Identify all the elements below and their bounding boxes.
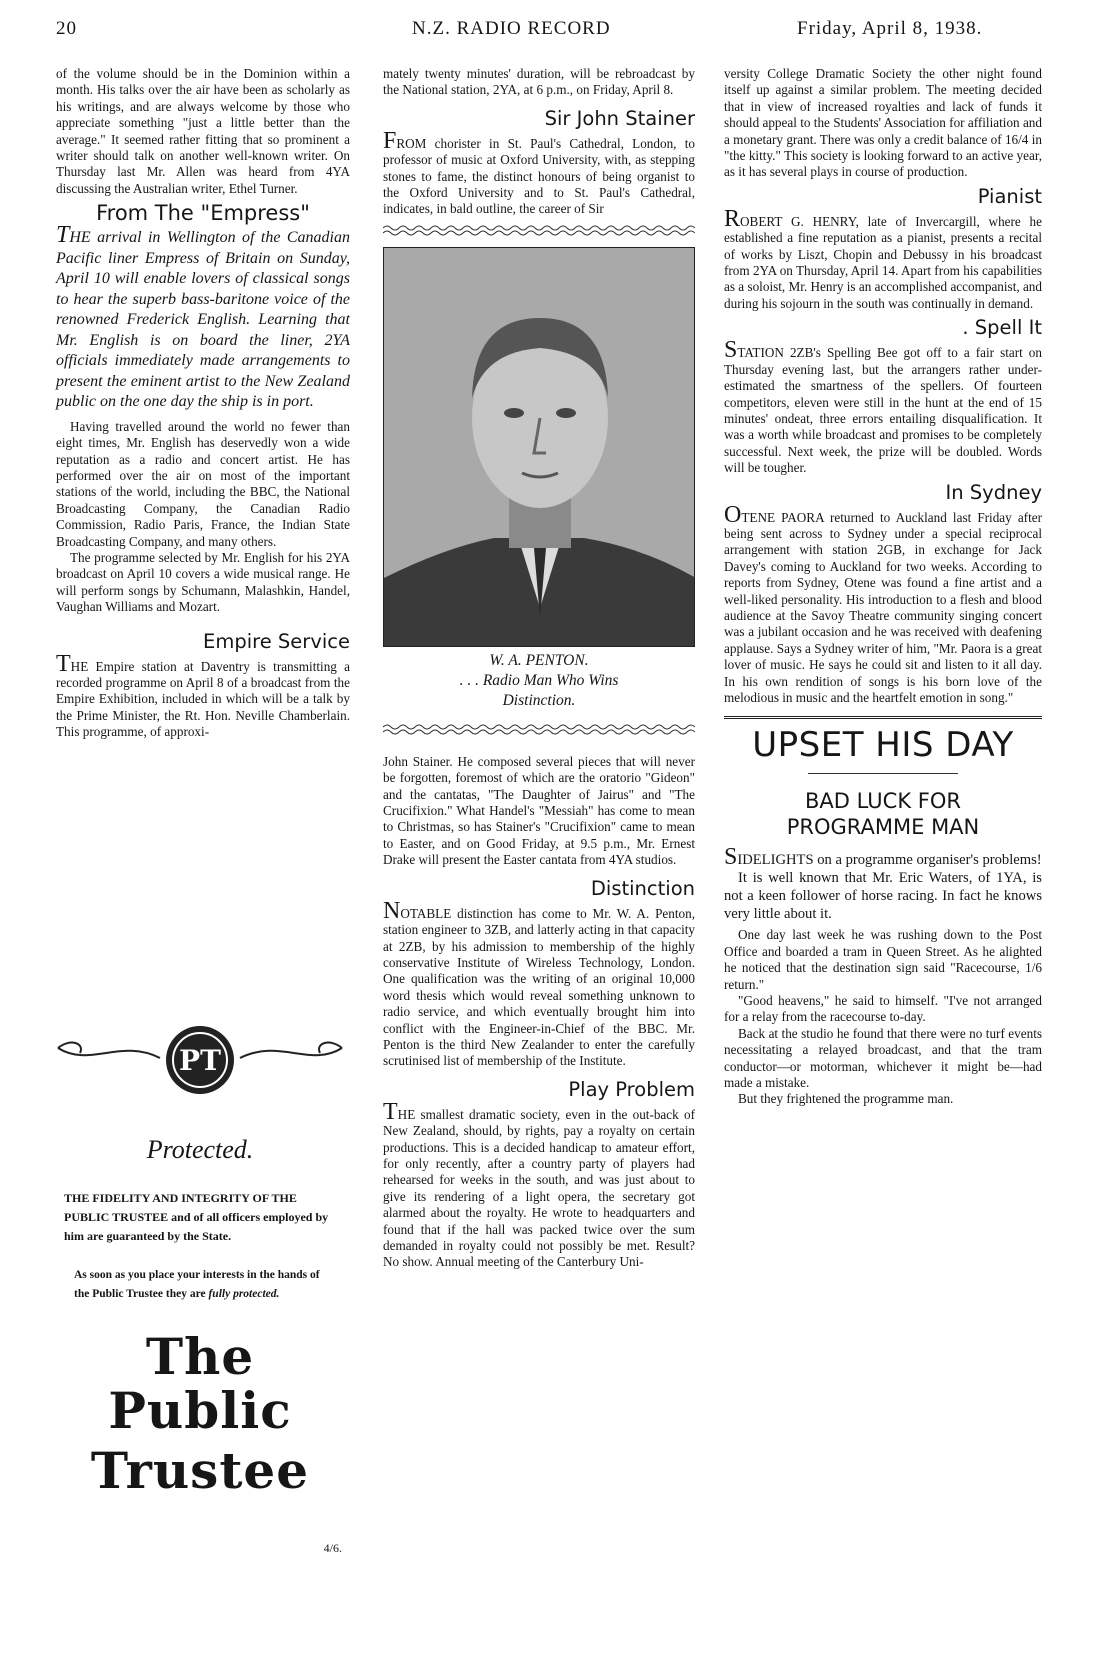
protected-heading: Protected.: [146, 1135, 254, 1164]
ad-code: 4/6.: [323, 1541, 342, 1555]
drop-cap: T: [383, 1098, 398, 1125]
upset-paragraph-3: One day last week he was rushing down to the Post Office and boarded a tram in Queen Street. As he alighted he noticed that the destination sign said "Racecourse, 1/6 return.": [724, 927, 1042, 992]
section-rule: [724, 716, 1042, 719]
upset-article-body: [724, 844, 1042, 923]
upset-paragraph-2: It is well known that Mr. Eric Waters, of 1YA, is not a keen follower of horse racing. In fact he knows very little about it.: [724, 870, 1042, 923]
upset-his-day-heading: UPSET HIS DAY: [752, 725, 1014, 766]
rebroadcast-text: mately twenty minutes' duration, will be rebroadcast by the National station, 2YA, at 6 p.m., on Friday, April 8.: [383, 66, 695, 98]
stainer-paragraph-1: FROM chorister in St. Paul's Cathedral, London, to professor of music at Oxford University, with, as stepping stones to fame, the distinct honours of being organist to the Oxford University and to St. Paul's Cathedral, indicates, in bald outline, the career of Sir: [383, 127, 695, 217]
public-trustee-logo: The Public Trustee: [90, 1327, 310, 1500]
empire-text: THE Empire station at Daventry is transmitting a recorded programme on April 8 of a broadcast from the Empire Exhibition, included in which will be a talk by the Prime Minister, the Rt. Hon. Neville Chamberlain. This programme, of approxi-: [56, 650, 350, 740]
drop-cap: S: [724, 844, 738, 871]
monogram-text: PT: [179, 1044, 221, 1077]
column-2: [383, 66, 695, 1271]
drop-cap: T: [56, 650, 71, 677]
upset-paragraph-4: "Good heavens," he said to himself. "I've not arranged for a relay from the racecourse to-day.: [724, 993, 1042, 1025]
empire-heading: Empire Service: [203, 629, 350, 653]
allen-talk-text: of the volume should be in the Dominion within a month. His talks over the air have been as scholarly as his writings, and are always welcome by those who appreciate something "just a little better than the average." It seemed rather fitting that so prominent a writer should talk on another well-known writer. On Thursday last Mr. Allen was heard from 4YA discussing the Australian writer, Ethel Turner.: [56, 66, 350, 196]
dramatic-society-text: versity College Dramatic Society the other night found itself up against a similar problem. The meeting decided that in view of increased royalties and lack of funds it should appeal to the Students' Association for affiliation and a monetary grant. There was only a credit balance of 16/4 in "the kitty." This society is looking forward to an active year, as it has several plays in course of production.: [724, 66, 1042, 180]
stainer-heading: Sir John Stainer: [544, 106, 695, 130]
heading-underline: [808, 773, 958, 774]
play-problem-text: THE smallest dramatic society, even in the out-back of New Zealand, should, by rights, pay a royalty on certain productions. This is a decided handicap to amateur effort, for only recently, after a country party of players had rehearsed for weeks in the south, and was just about to give its rendering of a light opera, the secretary got alarmed about the royalty. He wrote to headquarters and found that if the hall was packed twice over the sum demanded in royalty could not possibly be met. Result? No show. Annual meeting of the Canterbury Uni-: [383, 1098, 695, 1270]
distinction-heading: Distinction: [590, 876, 695, 900]
penton-portrait-photo: [383, 247, 695, 647]
stainer-paragraph-2: John Stainer. He composed several pieces that will never be forgotten, foremost of which are the oratorio "Gideon" and the cantatas, "The Daughter of Jairus" and "The Crucifixion." What Handel's "Messiah" has come to mean to Christmas, so has Stainer's "Crucifixion" came to mean to Easter, and on Good Friday, at 9.5 p.m., Mr. Ernest Drake will present the Easter cantata from 4YA studios.: [383, 753, 695, 868]
ornament-monogram: [50, 1018, 350, 1128]
public-trustee-advertisement: [50, 1018, 350, 1578]
drop-cap: F: [383, 127, 397, 154]
wave-divider: [383, 723, 695, 735]
play-problem-heading: Play Problem: [568, 1077, 695, 1101]
upset-subheading: BAD LUCK FOR PROGRAMME MAN: [786, 789, 980, 840]
trustee-protection-text: As soon as you place your interests in the hands of the Public Trustee they are fully protected.: [74, 1269, 320, 1300]
drop-cap: T: [56, 222, 70, 249]
spell-it-heading: . Spell It: [962, 316, 1042, 340]
empress-paragraph-1: Having travelled around the world no fewer than eight times, Mr. English has deservedly won a wide reputation as a radio and concert artist. He has performed over the air on most of the important stations of the world, including the BBC, the National Broadcasting Company, the Canadian Radio Commission, Radio Paris, France, the Indian State Broadcasting Company, and many others.: [56, 418, 350, 549]
column-3: [724, 66, 1042, 1108]
spell-it-text: STATION 2ZB's Spelling Bee got off to a fair start on Thursday evening last, but the arrangers rather under-estimated the smartness of the spellers. Of fourteen competitors, eleven were still in the hunt at the end of 15 minutes' ondeat, three errors entailing disqualification. It was a worth while broadcast and promises to be completely successful. Next week, the prize will be doubled. Words will be tougher.: [724, 337, 1042, 476]
drop-cap: R: [724, 205, 741, 232]
upset-paragraph-6: But they frightened the programme man.: [738, 1091, 954, 1107]
portrait-illustration: [384, 248, 695, 647]
drop-cap: S: [724, 337, 738, 364]
trustee-guarantee-text: THE FIDELITY AND INTEGRITY OF THE PUBLIC TRUSTEE and of all officers employed by him are guaranteed by the State.: [64, 1191, 329, 1243]
empress-lead: THE arrival in Wellington of the Canadian Pacific liner Empress of Britain on Sunday, April 10 will enable lovers of classical songs to hear the superb bass-baritone voice of the renowned Frederick English. Learning that Mr. English is on board the liner, 2YA officials immediately made arrangements to present the eminent artist to the New Zealand public on the one day the ship is in port.: [56, 222, 350, 411]
pianist-heading: Pianist: [977, 184, 1042, 208]
publication-title: N.Z. RADIO RECORD: [412, 18, 611, 39]
wave-divider: [383, 224, 695, 236]
page-number: 20: [56, 18, 77, 39]
column-1: [56, 66, 350, 741]
pianist-text: ROBERT G. HENRY, late of Invercargill, where he established a fine reputation as a pianist, presents a recital of works by Liszt, Chopin and Debussy in his broadcast from 2YA on Thursday, April 14. Apart from his capabilities as a soloist, Mr. Henry is an accomplished accompanist, and during his sojourn in the south was continually in demand.: [724, 205, 1042, 311]
issue-date: Friday, April 8, 1938.: [797, 18, 983, 39]
empress-heading: From The "Empress": [96, 201, 310, 226]
photo-caption-name: W. A. PENTON.: [489, 651, 589, 669]
upset-paragraph-1: SIDELIGHTS on a programme organiser's problems!: [724, 844, 1042, 871]
in-sydney-text: OTENE PAORA returned to Auckland last Friday after being sent across to Sydney under a special reciprocal arrangement with station 2GB, in exchange for Jack Davey's coming to Auckland for two weeks. According to reports from Sydney, Otene was found a fine artist and a well-liked personality. His introduction to a flesh and blood audience at the Savoy Theatre community singing concert was a jubilant occasion and he was received with deafening applause. Says a Sydney writer of him, "Mr. Paora is a great lover of music. He says he could sit and listen to it all day. In his own rendition of songs is his born love of the melodious in music and the heartfelt emotion in song.": [724, 501, 1042, 705]
photo-caption-subtitle: . . . Radio Man Who Wins Distinction.: [459, 671, 619, 709]
empress-paragraph-2: The programme selected by Mr. English for his 2YA broadcast on April 10 covers a wide musical range. He will perform songs by Schumann, Malashkin, Handel, Vaughan Williams and Mozart.: [56, 550, 350, 615]
drop-cap: O: [724, 501, 742, 528]
drop-cap: N: [383, 897, 401, 924]
in-sydney-heading: In Sydney: [945, 480, 1042, 504]
distinction-text: NOTABLE distinction has come to Mr. W. A. Penton, station engineer to 3ZB, and latterly acting in that capacity at 2ZB, by his admission to membership of the highly conservative Institute of Wireless Technology, London. One qualification was the writing of an original 10,000 word thesis which would reveal something unknown to radio service, and which eventually brought him into conflict with the Engineer-in-Chief of the BBC. Mr. Penton is the third New Zealander to enter the carefully scrutinised list of membership of the Institute.: [383, 897, 695, 1069]
upset-paragraph-5: Back at the studio he found that there were no turf events necessitating a relayed broadcast, and that the tram conductor—or motorman, whichever it might be—had made a mistake.: [724, 1025, 1042, 1091]
